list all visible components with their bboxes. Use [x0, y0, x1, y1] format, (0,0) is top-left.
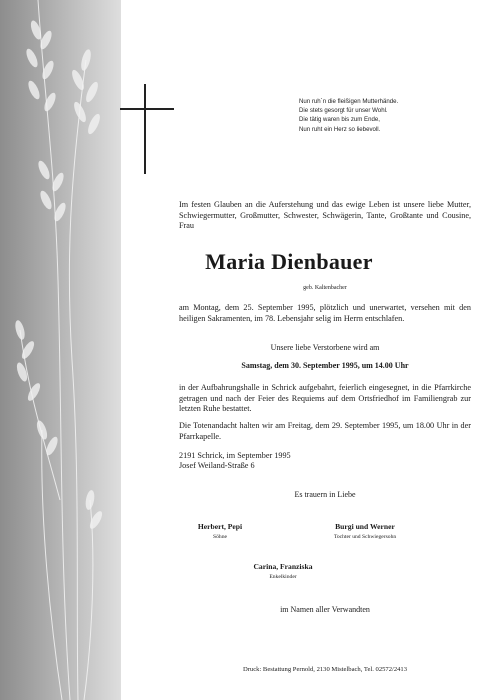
death-paragraph: am Montag, dem 25. September 1995, plötzlich und unerwartet, versehen mit den heiligen Sakramenten, im 78. Lebensjahr selig im Herrn entschlafen. — [179, 303, 471, 323]
birth-name: geb. Kaltenbacher — [303, 285, 347, 291]
relative-relation: Tochter und Schwiegersohn — [333, 534, 397, 540]
mourning-line: Es trauern in Liebe — [294, 490, 356, 499]
poem-line: Nun ruh´n die fleißigen Mutterhände. — [299, 98, 399, 105]
prayer-paragraph: Die Totenandacht halten wir am Freitag, dem 29. September 1995, um 18.00 Uhr in der Pfarrkapelle. — [179, 421, 471, 441]
relative-group-daughter — [290, 522, 440, 540]
deceased-name: Maria Dienbauer — [205, 249, 373, 274]
wheat-decoration-band — [0, 0, 121, 700]
place-date: 2191 Schrick, im September 1995 — [179, 451, 291, 460]
poem-line: Die tätig waren bis zum Ende, — [299, 116, 380, 124]
cross-icon — [120, 84, 176, 174]
deceased-intro: Unsere liebe Verstorbene wird am — [270, 343, 380, 352]
cross-horizontal-bar — [120, 108, 174, 110]
intro-paragraph: Im festen Glauben an die Auferstehung und das ewige Leben ist unsere liebe Mutter, Schwiegermutter, Großmutter, Schwester, Schwägerin, Tante, Großtante und Cousine, Frau — [179, 200, 471, 231]
relative-relation: Söhne — [213, 534, 227, 540]
relative-relation: Enkelkinder — [269, 574, 297, 580]
relative-names: Carina, Franziska — [253, 562, 313, 571]
poem-line: Die stets gesorgt für unser Wohl. — [299, 107, 388, 115]
relative-names: Burgi und Werner — [335, 522, 395, 531]
relative-group-sons — [165, 522, 275, 540]
poem — [299, 97, 398, 134]
relative-names: Herbert, Pepi — [197, 522, 243, 531]
funeral-paragraph: in der Aufbahrungshalle in Schrick aufgebahrt, feierlich eingesegnet, in die Pfarrkirche getragen und nach der Feier des Requiems auf dem Ortsfriedhof im Familiengrab zur letzten Ruhe bestattet. — [179, 383, 471, 414]
print-footer: Druck: Bestattung Pernold, 2130 Mistelbach, Tel. 02572/2413 — [242, 666, 408, 673]
cross-vertical-bar — [144, 84, 146, 174]
wheat-ears-icon — [0, 0, 121, 700]
poem-line: Nun ruht ein Herz so liebevoll. — [299, 125, 381, 133]
funeral-date: Samstag, dem 30. September 1995, um 14.00 Uhr — [241, 361, 409, 370]
relative-group-grandchildren — [225, 562, 341, 580]
address: Josef Weiland-Straße 6 — [179, 461, 255, 470]
all-relatives-line: im Namen aller Verwandten — [280, 605, 370, 614]
